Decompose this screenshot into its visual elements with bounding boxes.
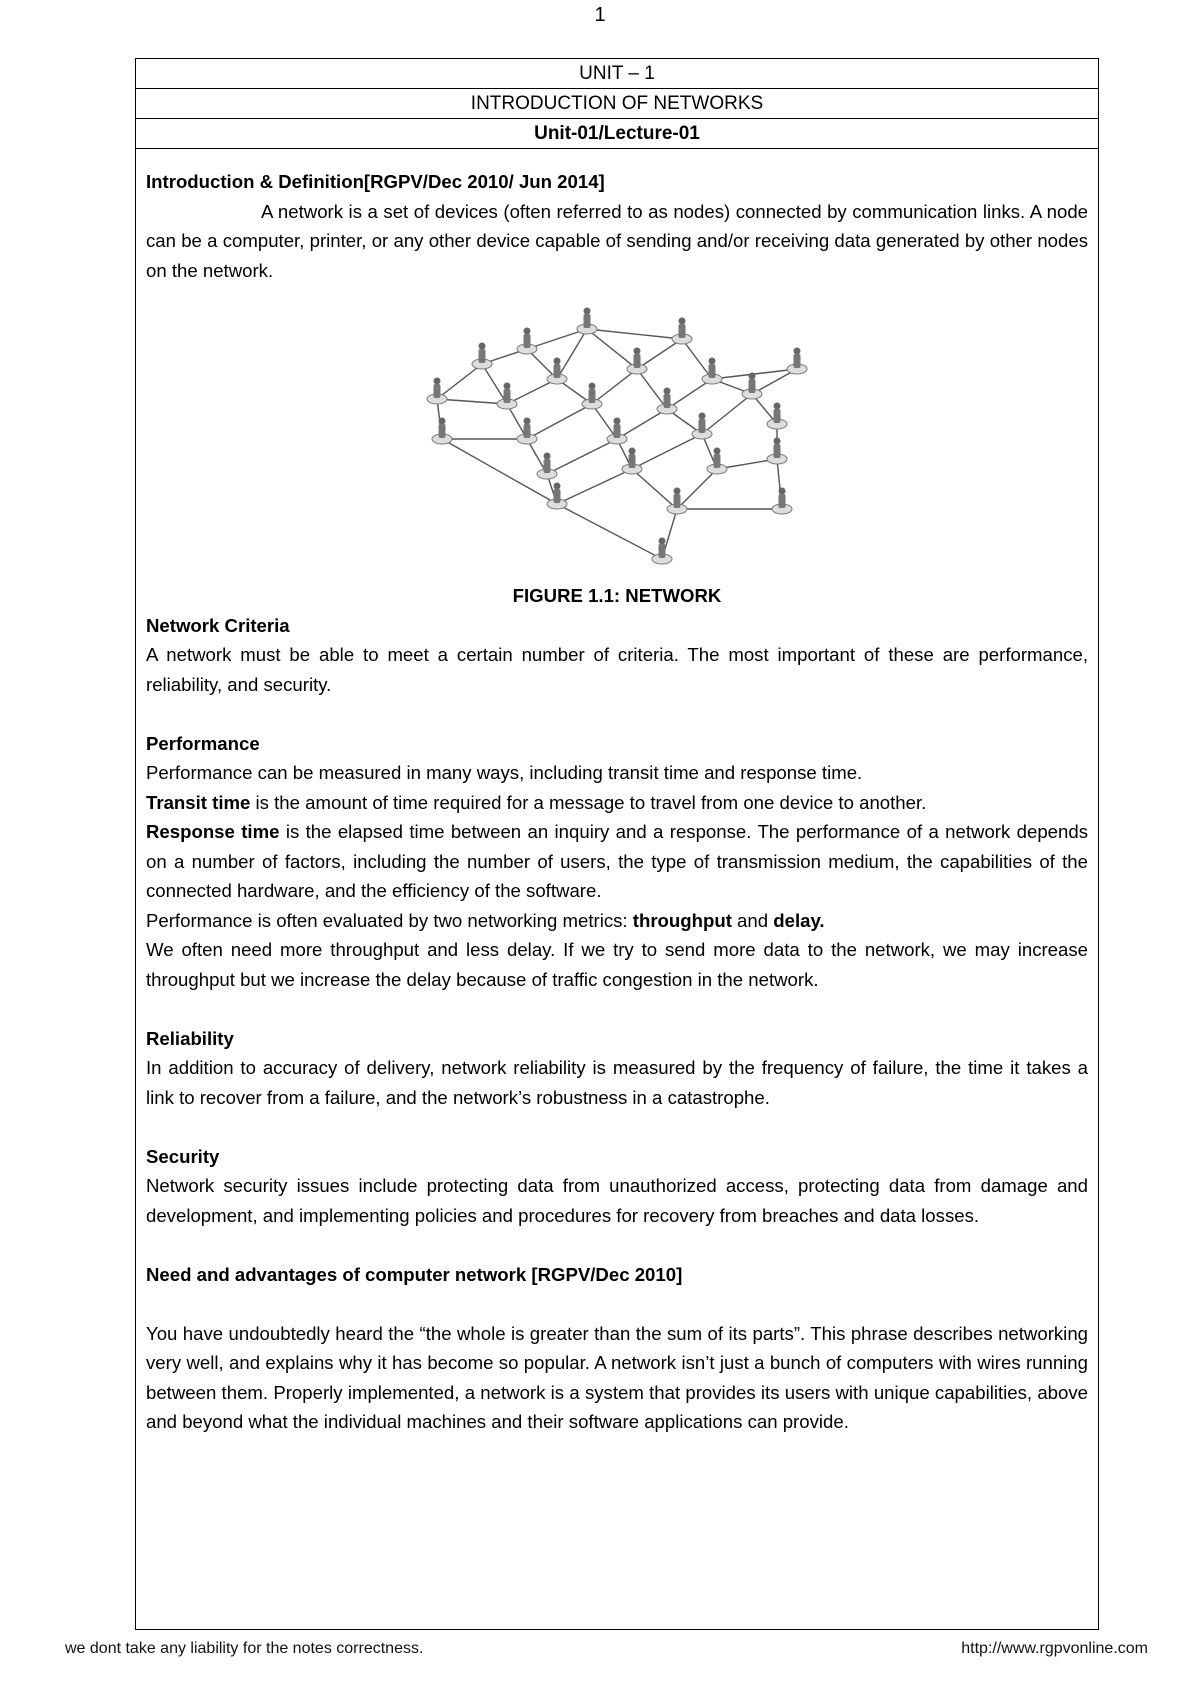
network-node: [577, 308, 597, 335]
body: [136, 149, 1098, 1437]
network-link: [617, 409, 667, 439]
transit-text: is the amount of time required for a message to travel from one device to another.: [250, 791, 927, 813]
unit-title: UNIT – 1: [136, 59, 1098, 89]
network-link: [587, 329, 637, 369]
metric-delay: delay.: [773, 909, 825, 931]
network-link: [557, 504, 662, 559]
network-link: [587, 329, 682, 339]
network-node: [652, 538, 672, 565]
criteria-heading: Network Criteria: [146, 614, 290, 636]
response-text: is the elapsed time between an inquiry and a response. The performance of a network depends on a number of factors, including the number of users, the type of transmission medium, the capabilities of the connected hardware, and the efficiency of the software.: [146, 821, 1088, 901]
figure-caption: FIGURE 1.1: NETWORK: [512, 585, 722, 606]
network-link: [632, 434, 702, 469]
response-paragraph: [146, 817, 1088, 906]
network-figure: [417, 291, 817, 581]
footer-disclaimer: we dont take any liability for the notes correctness.: [65, 1640, 424, 1657]
intro-text: A network is a set of devices (often referred to as nodes) connected by communication links. A node can be a computer, printer, or any other device capable of sending and/or receiving data generated by other nodes on the network.: [146, 200, 1088, 281]
reliability-heading: Reliability: [146, 1027, 234, 1049]
network-link: [637, 339, 682, 369]
metrics-text: Performance is often evaluated by two networking metrics:: [146, 909, 633, 931]
network-node: [517, 418, 537, 445]
network-node: [627, 348, 647, 375]
need-heading: Need and advantages of computer network [RGPV/Dec 2010]: [146, 1263, 683, 1285]
network-node: [582, 383, 602, 410]
network-link: [557, 469, 632, 504]
network-node: [537, 453, 557, 480]
network-node: [472, 343, 492, 370]
network-node: [607, 418, 627, 445]
network-link: [677, 469, 717, 509]
intro-heading: Introduction & Definition[RGPV/Dec 2010/ Jun 2014]: [146, 171, 605, 192]
network-link: [592, 369, 637, 404]
network-node: [672, 318, 692, 345]
transit-term: Transit time: [146, 791, 251, 813]
network-node: [427, 378, 447, 405]
security-text: Network security issues include protecting data from unauthorized access, protecting data from damage and development, and implementing policies and procedures for recovery from breaches and data losses.: [146, 1175, 1088, 1226]
network-link: [682, 339, 712, 379]
network-node: [667, 488, 687, 515]
network-node: [517, 328, 537, 355]
need-text: You have undoubtedly heard the “the whole is greater than the sum of its parts”. This phrase describes networking very well, and explains why it has become so popular. A network isn’t just a bunch of computers with wires running between them. Properly implemented, a network is a system that provides its users with unique capabilities, above and beyond what the individual machines and their software applications can provide.: [146, 1322, 1088, 1432]
network-node: [622, 448, 642, 475]
performance-text: Performance can be measured in many ways, including transit time and response time.: [146, 762, 863, 783]
reliability-text: In addition to accuracy of delivery, network reliability is measured by the frequency of failure, the time it takes a link to recover from a failure, and the network’s robustness in a catastrophe.: [146, 1057, 1088, 1108]
page-number: 1: [594, 4, 606, 26]
network-link: [482, 364, 507, 404]
metric-throughput: throughput: [632, 909, 732, 931]
network-node: [547, 483, 567, 510]
criteria-text: A network must be able to meet a certain number of criteria. The most important of these are performance, reliability, and security.: [146, 644, 1088, 695]
network-link: [632, 469, 677, 509]
network-link: [702, 394, 752, 434]
network-node: [497, 383, 517, 410]
network-link: [637, 369, 667, 409]
performance-heading: Performance: [146, 732, 260, 754]
network-link: [437, 364, 482, 399]
network-link: [527, 404, 592, 439]
transit-paragraph: [146, 788, 1088, 818]
footer-url[interactable]: http://www.rgpvonline.com: [961, 1640, 1148, 1657]
network-node: [767, 438, 787, 465]
network-node: [692, 413, 712, 440]
response-term: Response time: [146, 821, 280, 842]
chapter-title: INTRODUCTION OF NETWORKS: [136, 89, 1098, 119]
metrics-paragraph: [146, 906, 1088, 936]
content-frame: [135, 58, 1099, 1630]
network-node: [547, 358, 567, 385]
network-node: [432, 418, 452, 445]
security-heading: Security: [146, 1145, 220, 1167]
network-link: [437, 399, 507, 404]
network-link: [527, 329, 587, 349]
network-link: [667, 379, 712, 409]
network-node: [787, 348, 807, 375]
metrics-and: and: [731, 909, 774, 931]
lecture-title: Unit-01/Lecture-01: [136, 119, 1098, 149]
page-footer: [65, 1640, 1148, 1658]
throughput-paragraph: We often need more throughput and less delay. If we try to send more data to the network, we may increase throughput but we increase the delay because of traffic congestion in the network.: [146, 939, 1088, 990]
network-node: [772, 488, 792, 515]
network-node: [742, 373, 762, 400]
network-link: [592, 404, 617, 439]
network-link: [547, 439, 617, 474]
network-link: [557, 329, 587, 379]
